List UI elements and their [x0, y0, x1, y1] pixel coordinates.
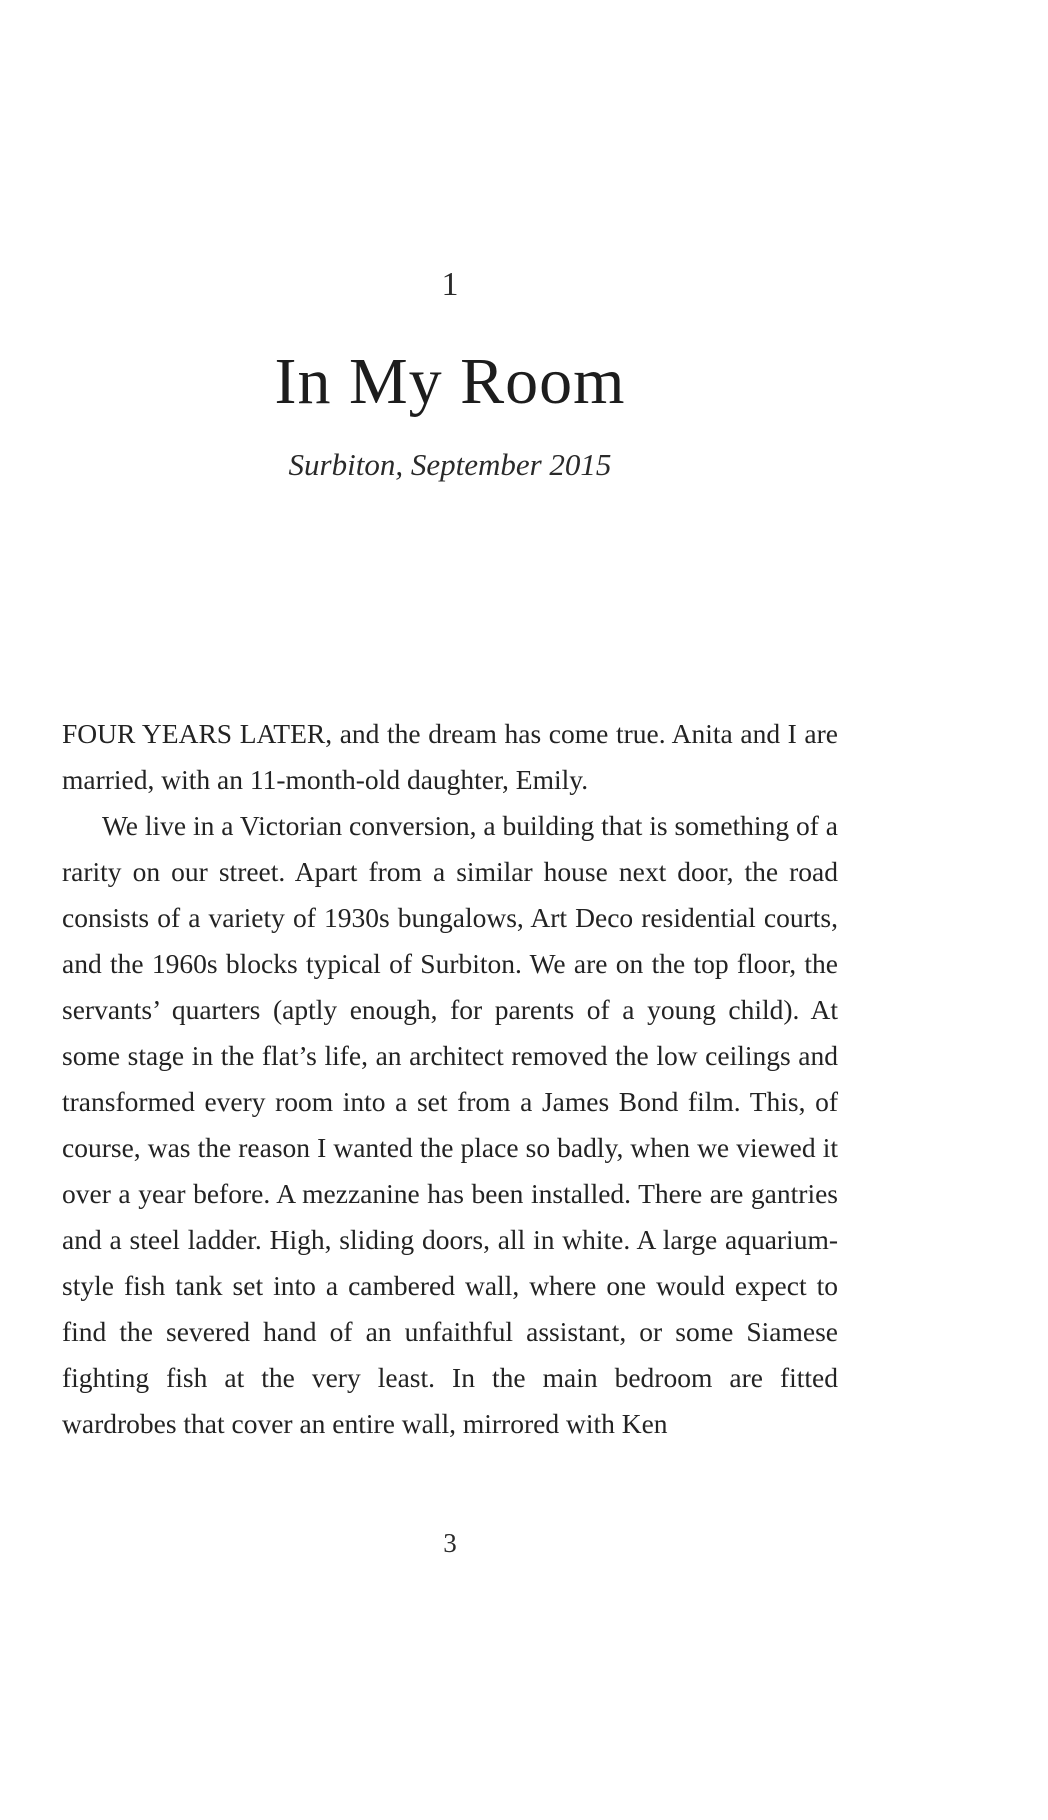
- chapter-subtitle: Surbiton, September 2015: [288, 446, 612, 482]
- body-text: [62, 711, 838, 1447]
- paragraph: We live in a Victorian conversion, a building that is something of a rarity on our street. Apart from a similar house next door, the road consists of a variety of 1930s bungalows, Art Deco residential courts, and the 1960s blocks typical of Surbiton. We are on the top floor, the servants’ quarters (aptly enough, for parents of a young child). At some stage in the flat’s life, an architect removed the low ceilings and transformed every room into a set from a James Bond film. This, of course, was the reason I wanted the place so badly, when we viewed it over a year before. A mezzanine has been installed. There are gantries and a steel ladder. High, sliding doors, all in white. A large aquarium-style fish tank set into a cambered wall, where one would expect to find the severed hand of an unfaithful assistant, or some Siamese fighting fish at the very least. In the main bedroom are fitted wardrobes that cover an entire wall, mirrored with Ken: [62, 810, 838, 1440]
- paragraph: FOUR YEARS LATER, and the dream has come true. Anita and I are married, with an 11-month-old daughter, Emily.: [62, 718, 838, 796]
- chapter-title: In My Room: [274, 345, 626, 419]
- chapter-number: 1: [441, 266, 459, 303]
- page-number: 3: [443, 1528, 457, 1558]
- page-content: [62, 0, 838, 1447]
